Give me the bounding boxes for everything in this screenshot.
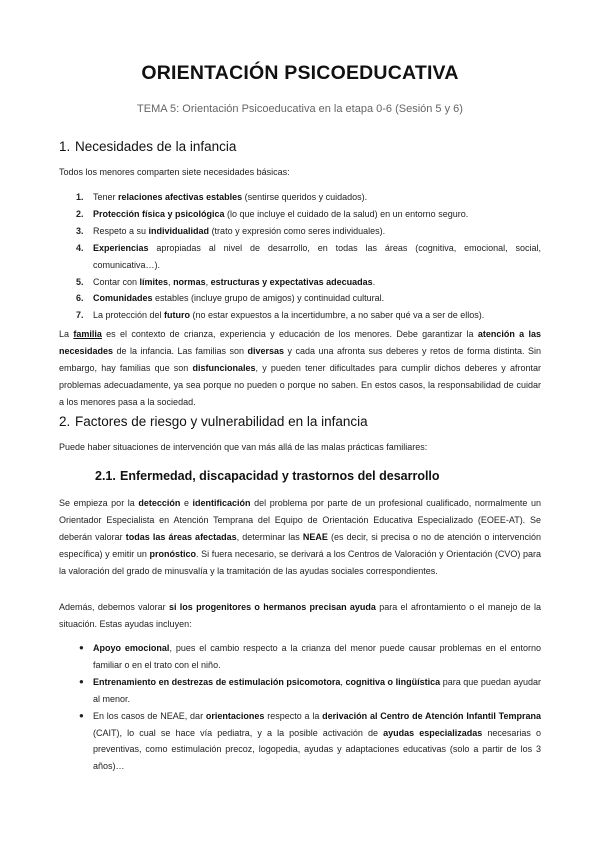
text-span: , — [168, 276, 174, 287]
text-span: para que puedan ayudar al menor. — [93, 676, 541, 704]
needs-list — [59, 189, 541, 324]
bold-span: derivación al Centro de Atención Infantil Temprana — [322, 710, 542, 721]
list-number: 3. — [76, 225, 84, 236]
text-span: La protección del — [93, 310, 165, 321]
text-span: Contar con — [93, 276, 140, 287]
list-number: 4. — [76, 242, 84, 253]
bold-span: Comunidades — [93, 293, 153, 304]
text-span: Además, debemos valorar — [59, 602, 169, 612]
list-number: 5. — [76, 276, 84, 287]
list-item — [59, 307, 541, 324]
subsection-title: Enfermedad, discapacidad y trastornos del desarrollo — [120, 469, 440, 483]
list-item — [59, 240, 541, 274]
bold-span: orientaciones — [205, 710, 265, 721]
text-span: , pues el cambio respecto a la crianza del menor puede causar problemas en el entorno familiar o en el trato con el niño. — [93, 643, 541, 670]
text-span: (CAIT), lo cual se hace vía pediatra, y a la posible activación de — [93, 727, 384, 738]
bold-span: Protección física y psicológica — [93, 208, 225, 219]
detection-paragraph — [59, 495, 541, 580]
list-item — [59, 708, 541, 776]
text-span: En los casos de NEAE, dar — [93, 710, 206, 721]
text-span: es el contexto de crianza, experiencia y educación de los menores. Debe garantizar la — [101, 329, 478, 339]
help-bullet-list — [59, 640, 541, 775]
bold-span: si los progenitores o hermanos precisan ayuda — [168, 602, 376, 612]
section-1-heading — [59, 139, 236, 154]
bold-span: todas las áreas afectadas — [125, 531, 237, 542]
text-span: . — [372, 276, 376, 287]
bold-span: atención a las necesidades — [59, 329, 542, 356]
subsection-number: 2.1. — [95, 469, 116, 483]
list-item — [59, 274, 541, 291]
family-help-paragraph — [59, 599, 541, 633]
bold-span: identificación — [192, 498, 251, 508]
list-item — [59, 189, 541, 206]
bold-span: límites — [139, 276, 169, 287]
bullet-icon: ● — [79, 676, 84, 686]
list-number: 1. — [76, 192, 84, 202]
document-subtitle: TEMA 5: Orientación Psicoeducativa en la etapa 0-6 (Sesión 5 y 6) — [137, 103, 463, 115]
text-span: y cada una afronta sus deberes y retos de forma distinta. Sin embargo, hay familias que son — [59, 345, 541, 373]
text-span: , — [340, 676, 346, 687]
text-span: Tener — [93, 192, 119, 202]
text-span: La — [59, 329, 74, 339]
text-span: para el afrontamiento o el manejo de la situación. Estas ayudas incluyen: — [59, 602, 541, 629]
text-span: apropiadas al nivel de desarrollo, en todas las áreas (cognitiva, emocional, social, comunicativa…). — [93, 242, 541, 270]
section-number: 2. — [59, 414, 71, 429]
text-span: (trato y expresión como seres individuales). — [209, 225, 386, 236]
bold-span: detección — [138, 498, 181, 508]
list-item — [59, 206, 541, 223]
list-number: 6. — [76, 293, 84, 304]
text-span: e — [180, 498, 193, 508]
subsection-2-1-heading — [95, 469, 440, 483]
list-number: 2. — [76, 208, 84, 219]
list-item — [59, 674, 541, 708]
bold-span: pronóstico — [149, 548, 196, 559]
text-span: (sentirse queridos y cuidados). — [242, 192, 368, 202]
family-paragraph — [59, 326, 541, 411]
text-span: Respeto a su — [93, 225, 149, 236]
text-span: (lo que incluye el cuidado de la salud) en un entorno seguro. — [224, 208, 469, 219]
text-span: , determinar las — [236, 531, 303, 542]
text-span: , — [205, 276, 211, 287]
list-item — [59, 223, 541, 240]
bold-span: futuro — [164, 310, 191, 321]
document-title: ORIENTACIÓN PSICOEDUCATIVA — [141, 62, 459, 84]
bold-span: normas — [173, 276, 206, 287]
bold-span: cognitiva o lingüística — [345, 676, 441, 687]
section-1-intro: Todos los menores comparten siete necesidades básicas: — [59, 167, 290, 177]
bold-span: Experiencias — [93, 242, 149, 253]
underlined-term: familia — [73, 329, 102, 339]
bold-span: Entrenamiento en destrezas de estimulación psicomotora — [93, 676, 341, 687]
section-number: 1. — [59, 139, 71, 154]
section-title: Factores de riesgo y vulnerabilidad en la infancia — [75, 414, 368, 429]
bold-span: individualidad — [148, 225, 210, 236]
bold-span: relaciones afectivas estables — [118, 192, 243, 202]
bold-span: Apoyo emocional — [93, 643, 170, 653]
section-2-intro: Puede haber situaciones de intervención que van más allá de las malas prácticas familiares: — [59, 442, 428, 452]
bold-span: disfuncionales — [192, 362, 256, 373]
section-title: Necesidades de la infancia — [75, 139, 237, 154]
bold-span: diversas — [247, 345, 285, 356]
bold-span: ayudas especializadas — [383, 727, 483, 738]
text-span: (es decir, si precisa o no de atención o intervención específica) y emitir un — [59, 531, 541, 559]
text-span: del problema por parte de un profesional cualificado, normalmente un Orientador Especialista en Atención Temprana del Equipo de Orientación Educativa Especializado (EOEE-AT). Se deberán valorar — [59, 498, 542, 542]
bullet-icon: ● — [79, 643, 84, 652]
bullet-icon: ● — [79, 710, 84, 720]
list-item — [59, 640, 541, 674]
text-span: respecto a la — [264, 710, 323, 721]
text-span: de la infancia. Las familias son — [113, 345, 248, 356]
bold-span: NEAE — [302, 531, 328, 542]
text-span: necesarias o preventivas, como estimulación precoz, logopedia, ayudas y adaptaciones educativas (solo a partir de los 3 años)… — [93, 727, 542, 772]
text-span: (no estar expuestos a la incertidumbre, a no saber qué va a ser de ellos). — [190, 310, 485, 321]
list-item — [59, 290, 541, 307]
bold-span: estructuras y expectativas adecuadas — [210, 276, 373, 287]
text-span: Se empieza por la — [59, 498, 139, 508]
text-span: . Si fuera necesario, se derivará a los Centros de Valoración y Orientación (CVO) para la valoración del grado de minusvalía y la tramitación de las ayudas sociales correspondientes. — [59, 548, 541, 576]
text-span: estables (incluye grupo de amigos) y continuidad cultural. — [152, 293, 385, 304]
section-2-heading — [59, 414, 368, 429]
list-number: 7. — [76, 310, 84, 321]
text-span: , y pueden tener dificultades para cumplir dichos deberes y afrontar problemas adecuadamente, ya sea porque no pueden o porque no saben. En estos casos, la responsabilidad de cuidar a los menores pasa a la sociedad. — [59, 362, 541, 407]
